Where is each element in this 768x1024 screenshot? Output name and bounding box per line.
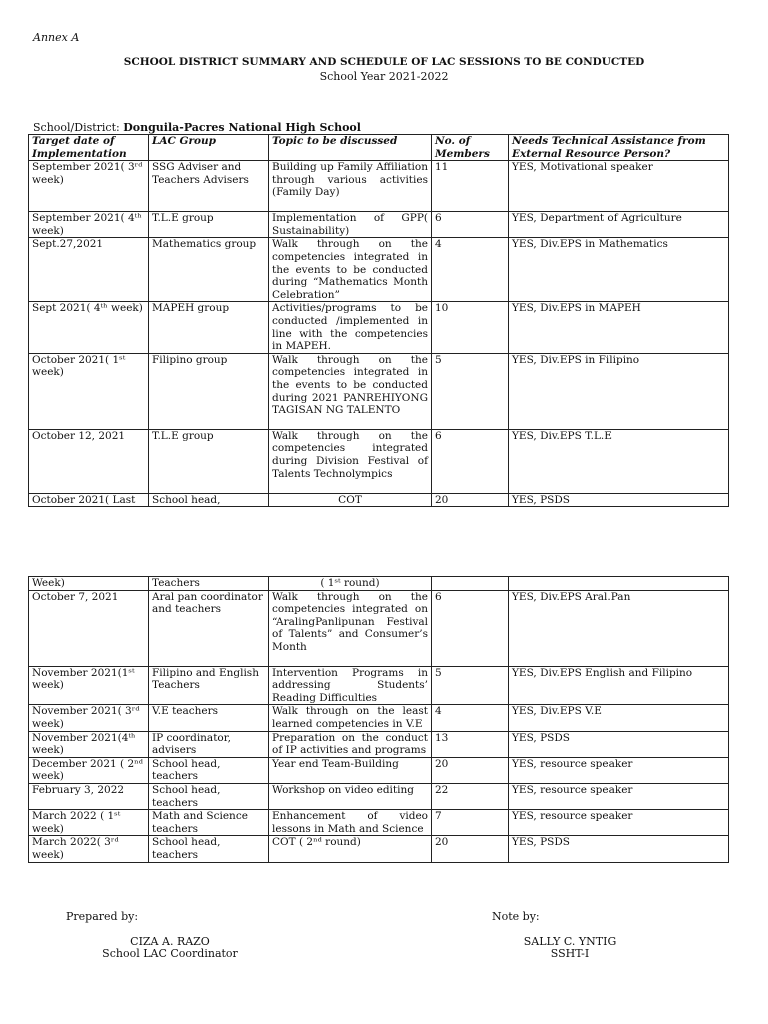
cell-members: 20 xyxy=(432,836,509,862)
cell-assistance: YES, resource speaker xyxy=(509,783,729,809)
cell-date: November 2021(4ᵗʰ week) xyxy=(29,731,149,757)
cell-topic: COT ( 2ⁿᵈ round) xyxy=(269,836,432,862)
schedule-table-part-1 xyxy=(28,134,729,507)
prepared-by-position: School LAC Coordinator xyxy=(102,947,238,960)
cell-members: 5 xyxy=(432,666,509,705)
cell-topic: Building up Family Affiliation through various activities (Family Day) xyxy=(269,161,432,212)
cell-date: March 2022( 3ʳᵈ week) xyxy=(29,836,149,862)
table-row xyxy=(29,577,729,591)
cell-date: Week) xyxy=(29,577,149,591)
cell-group: Aral pan coordinator and teachers xyxy=(149,590,269,666)
cell-members: 6 xyxy=(432,429,509,493)
cell-members: 6 xyxy=(432,590,509,666)
cell-topic: Walk through on the competencies integrated on “AralingPanlipunan Festival of Talents” and Consumer’s Month xyxy=(269,590,432,666)
cell-members: 4 xyxy=(432,238,509,302)
table-row xyxy=(29,705,729,731)
cell-group: School head, teachers xyxy=(149,757,269,783)
cell-group: Teachers xyxy=(149,577,269,591)
noted-by-name: SALLY C. YNTIG xyxy=(523,935,617,948)
header-target-date: Target date of Implementation xyxy=(29,135,149,161)
cell-topic: Year end Team-Building xyxy=(269,757,432,783)
cell-topic: COT xyxy=(269,493,432,507)
cell-date: March 2022 ( 1ˢᵗ week) xyxy=(29,810,149,836)
cell-group: SSG Adviser and Teachers Advisers xyxy=(149,161,269,212)
cell-members: 22 xyxy=(432,783,509,809)
cell-members: 7 xyxy=(432,810,509,836)
cell-topic: Walk through on the competencies integrated during Division Festival of Talents Technolympics xyxy=(269,429,432,493)
annex-label: Annex A xyxy=(33,31,80,44)
table-row xyxy=(29,212,729,238)
cell-assistance: YES, Div.EPS V.E xyxy=(509,705,729,731)
cell-date: February 3, 2022 xyxy=(29,783,149,809)
table-row xyxy=(29,429,729,493)
cell-topic: Implementation of GPP( Sustainability) xyxy=(269,212,432,238)
cell-group: V.E teachers xyxy=(149,705,269,731)
cell-date: October 12, 2021 xyxy=(29,429,149,493)
cell-topic: Preparation on the conduct of IP activities and programs xyxy=(269,731,432,757)
cell-topic: Walk through on the competencies integrated in the events to be conducted during “Mathematics Month Celebration” xyxy=(269,238,432,302)
cell-group: Mathematics group xyxy=(149,238,269,302)
table-row xyxy=(29,757,729,783)
table-row xyxy=(29,493,729,507)
cell-assistance: YES, resource speaker xyxy=(509,757,729,783)
cell-topic: Walk through on the competencies integrated in the events to be conducted during 2021 PANREHIYONG TAGISAN NG TALENTO xyxy=(269,353,432,429)
cell-assistance: YES, PSDS xyxy=(509,493,729,507)
cell-assistance xyxy=(509,577,729,591)
schedule-table-part-2 xyxy=(28,576,729,863)
header-members: No. of Members xyxy=(432,135,509,161)
cell-group: Filipino and English Teachers xyxy=(149,666,269,705)
cell-date: October 2021( Last xyxy=(29,493,149,507)
document-title: SCHOOL DISTRICT SUMMARY AND SCHEDULE OF LAC SESSIONS TO BE CONDUCTED xyxy=(123,56,645,68)
cell-group: T.L.E group xyxy=(149,429,269,493)
cell-date: December 2021 ( 2ⁿᵈ week) xyxy=(29,757,149,783)
cell-assistance: YES, Div.EPS T.L.E xyxy=(509,429,729,493)
table-row xyxy=(29,302,729,353)
table-row xyxy=(29,731,729,757)
cell-topic: Intervention Programs in addressing Students’ Reading Difficulties xyxy=(269,666,432,705)
cell-assistance: YES, PSDS xyxy=(509,731,729,757)
cell-members: 5 xyxy=(432,353,509,429)
table-row xyxy=(29,590,729,666)
school-year: School Year 2021-2022 xyxy=(319,70,449,83)
cell-topic: ( 1ˢᵗ round) xyxy=(269,577,432,591)
cell-assistance: YES, PSDS xyxy=(509,836,729,862)
cell-date: Sept 2021( 4ᵗʰ week) xyxy=(29,302,149,353)
cell-group: IP coordinator, advisers xyxy=(149,731,269,757)
cell-date: October 7, 2021 xyxy=(29,590,149,666)
cell-assistance: YES, Div.EPS in MAPEH xyxy=(509,302,729,353)
cell-date: November 2021( 3ʳᵈ week) xyxy=(29,705,149,731)
cell-date: September 2021( 3ʳᵈ week) xyxy=(29,161,149,212)
cell-members: 13 xyxy=(432,731,509,757)
cell-members: 10 xyxy=(432,302,509,353)
prepared-by-name: CIZA A. RAZO xyxy=(130,935,210,948)
cell-members: 6 xyxy=(432,212,509,238)
cell-group: Filipino group xyxy=(149,353,269,429)
cell-date: November 2021(1ˢᵗ week) xyxy=(29,666,149,705)
cell-group: School head, teachers xyxy=(149,783,269,809)
cell-assistance: YES, Motivational speaker xyxy=(509,161,729,212)
cell-assistance: YES, resource speaker xyxy=(509,810,729,836)
cell-topic: Activities/programs to be conducted /implemented in line with the competencies in MAPEH. xyxy=(269,302,432,353)
cell-group: Math and Science teachers xyxy=(149,810,269,836)
header-topic: Topic to be discussed xyxy=(269,135,432,161)
cell-group: School head, xyxy=(149,493,269,507)
cell-members: 20 xyxy=(432,757,509,783)
table-row xyxy=(29,238,729,302)
prepared-by-label: Prepared by: xyxy=(66,910,139,923)
header-lac-group: LAC Group xyxy=(149,135,269,161)
school-district-line xyxy=(33,121,361,134)
cell-group: T.L.E group xyxy=(149,212,269,238)
table-row xyxy=(29,836,729,862)
noted-by-label: Note by: xyxy=(492,910,540,923)
noted-by-position: SSHT-I xyxy=(550,947,590,960)
school-district-label: School/District: xyxy=(33,121,120,134)
school-name: Donguila-Pacres National High School xyxy=(123,121,361,134)
cell-date: Sept.27,2021 xyxy=(29,238,149,302)
table-row xyxy=(29,666,729,705)
table-row xyxy=(29,810,729,836)
cell-group: School head, teachers xyxy=(149,836,269,862)
cell-assistance: YES, Div.EPS English and Filipino xyxy=(509,666,729,705)
cell-assistance: YES, Div.EPS in Filipino xyxy=(509,353,729,429)
cell-date: October 2021( 1ˢᵗ week) xyxy=(29,353,149,429)
cell-topic: Enhancement of video lessons in Math and Science xyxy=(269,810,432,836)
table-header-row xyxy=(29,135,729,161)
cell-members xyxy=(432,577,509,591)
cell-assistance: YES, Div.EPS in Mathematics xyxy=(509,238,729,302)
table-row xyxy=(29,161,729,212)
cell-group: MAPEH group xyxy=(149,302,269,353)
cell-date: September 2021( 4ᵗʰ week) xyxy=(29,212,149,238)
header-assistance: Needs Technical Assistance from External Resource Person? xyxy=(509,135,729,161)
cell-topic: Walk through on the least learned competencies in V.E xyxy=(269,705,432,731)
table-row xyxy=(29,783,729,809)
cell-topic: Workshop on video editing xyxy=(269,783,432,809)
cell-members: 20 xyxy=(432,493,509,507)
cell-members: 11 xyxy=(432,161,509,212)
cell-assistance: YES, Department of Agriculture xyxy=(509,212,729,238)
cell-members: 4 xyxy=(432,705,509,731)
cell-assistance: YES, Div.EPS Aral.Pan xyxy=(509,590,729,666)
table-row xyxy=(29,353,729,429)
